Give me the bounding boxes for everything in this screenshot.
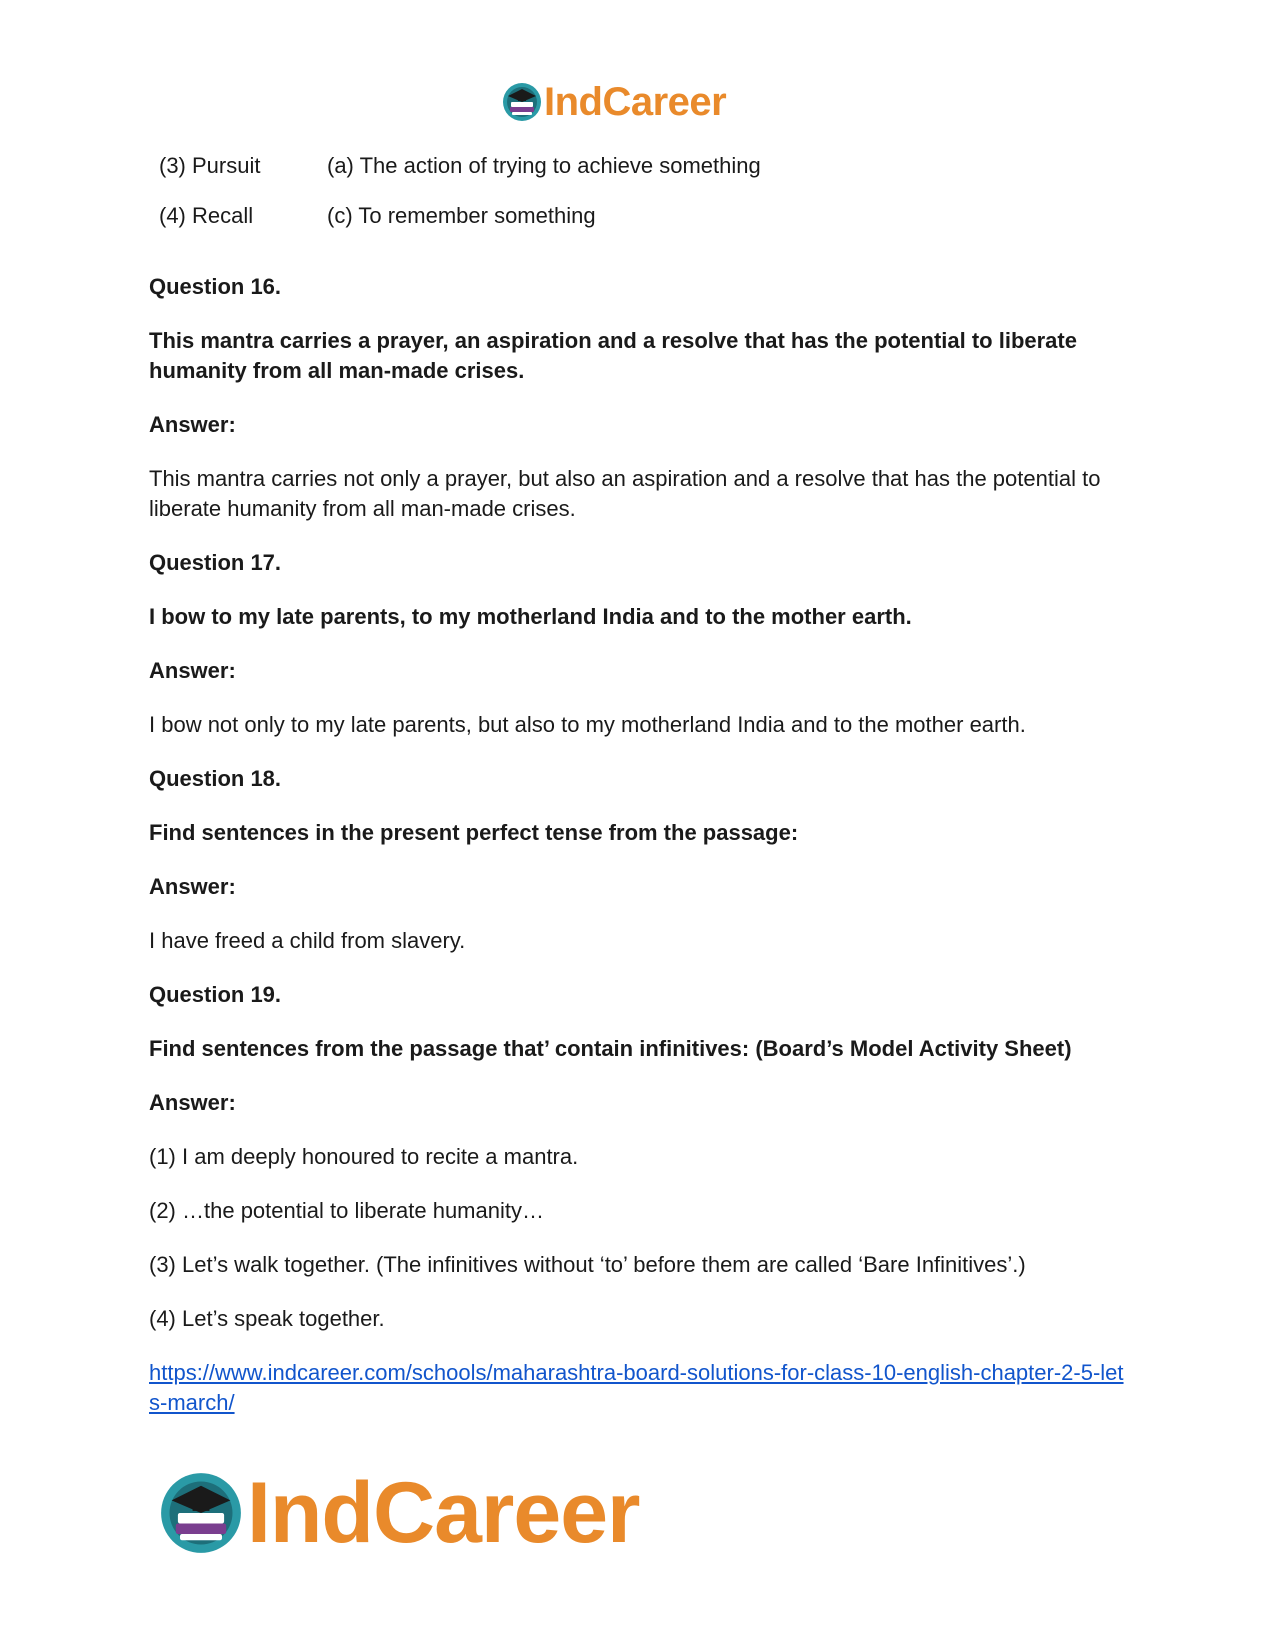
answer-text: (2) …the potential to liberate humanity… xyxy=(149,1198,544,1223)
match-definition: (c) To remember something xyxy=(327,203,596,228)
match-definition: (a) The action of trying to achieve something xyxy=(327,153,761,178)
brand-name: IndCareer xyxy=(247,1464,640,1561)
answer-text: I bow not only to my late parents, but also to my motherland India and to the mother earth. xyxy=(149,712,1026,737)
answer-text: (1) I am deeply honoured to recite a mantra. xyxy=(149,1144,579,1169)
header-logo xyxy=(502,78,726,126)
document-body xyxy=(149,272,1129,1418)
answer-text: (3) Let’s walk together. (The infinitives without ‘to’ before them are called ‘Bare Infinitives’.) xyxy=(149,1252,1026,1277)
question-heading: Answer: xyxy=(149,874,236,899)
question-heading: Question 16. xyxy=(149,274,282,299)
brand-name: IndCareer xyxy=(544,79,727,124)
graduation-cap-books-icon xyxy=(159,1471,243,1555)
question-heading: Find sentences in the present perfect tense from the passage: xyxy=(149,820,799,845)
question-heading: Question 19. xyxy=(149,982,282,1007)
match-term: (3) Pursuit xyxy=(159,153,261,178)
question-heading: This mantra carries a prayer, an aspiration and a resolve that has the potential to liberate humanity from all man-made crises. xyxy=(149,328,1077,383)
answer-text: (4) Let’s speak together. xyxy=(149,1306,385,1331)
source-link[interactable]: https://www.indcareer.com/schools/maharashtra-board-solutions-for-class-10-english-chapter-2-5-lets-march/ xyxy=(149,1360,1124,1415)
question-heading: Answer: xyxy=(149,658,236,683)
question-heading: Answer: xyxy=(149,1090,236,1115)
question-heading: I bow to my late parents, to my motherland India and to the mother earth. xyxy=(149,604,912,629)
answer-text: I have freed a child from slavery. xyxy=(149,928,466,953)
question-heading: Question 18. xyxy=(149,766,282,791)
answer-text: This mantra carries not only a prayer, but also an aspiration and a resolve that has the potential to liberate humanity from all man-made crises. xyxy=(149,466,1101,521)
graduation-cap-books-icon xyxy=(502,82,542,122)
paragraph-list xyxy=(149,272,1129,1334)
match-term: (4) Recall xyxy=(159,203,254,228)
question-heading: Find sentences from the passage that’ contain infinitives: (Board’s Model Activity Sheet) xyxy=(149,1036,1072,1061)
question-heading: Question 17. xyxy=(149,550,282,575)
question-heading: Answer: xyxy=(149,412,236,437)
footer-logo xyxy=(159,1464,640,1561)
